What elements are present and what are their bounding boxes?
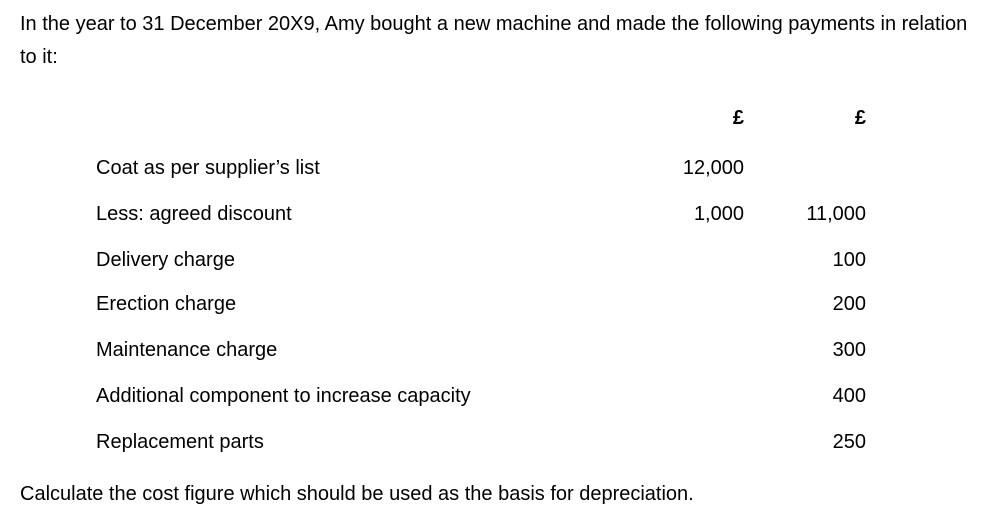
row-label-list-cost: Coat as per supplier’s list xyxy=(96,157,320,179)
question-text: Calculate the cost figure which should be used as the basis for depreciation. xyxy=(20,483,694,505)
column-header-1: £ xyxy=(732,107,744,129)
column-header-2: £ xyxy=(854,107,866,129)
row-value-additional-component: 400 xyxy=(832,385,866,407)
row-label-maintenance: Maintenance charge xyxy=(96,339,278,361)
row-label-replacement-parts: Replacement parts xyxy=(96,431,264,453)
row-value-erection: 200 xyxy=(832,293,866,315)
row-label-discount: Less: agreed discount xyxy=(96,203,292,225)
row-label-delivery: Delivery charge xyxy=(96,249,235,271)
row-value-delivery: 100 xyxy=(832,249,866,271)
row-value-replacement-parts: 250 xyxy=(832,431,866,453)
row-label-additional-component: Additional component to increase capacity xyxy=(96,385,471,407)
row-label-erection: Erection charge xyxy=(96,293,237,315)
row-value-maintenance: 300 xyxy=(832,339,866,361)
intro-paragraph: In the year to 31 December 20X9, Amy bought a new machine and made the following payments in relation to it: xyxy=(20,13,968,68)
row-value-discount: 1,000 xyxy=(693,203,744,225)
row-total-net-cost: 11,000 xyxy=(806,203,866,225)
row-value-list-cost: 12,000 xyxy=(682,157,744,179)
